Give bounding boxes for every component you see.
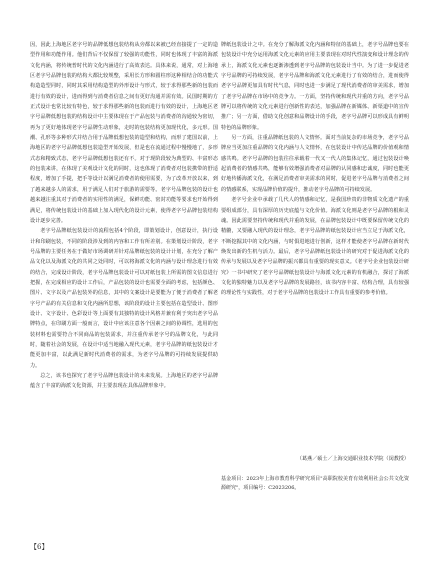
left-text-column xyxy=(30,40,218,545)
page-number: 【6】 xyxy=(30,543,49,551)
right-text-column xyxy=(221,40,409,545)
paragraph: 老字号企业中承载了几代人的情感和记忆，是我国珍贵的非物质文化遗产的重要组成部分，具有深厚的历史底蕴与文化价值。海派文化则是老字号品牌的根和灵魂。因此需要坚持传统和现代并重的发展，在品牌包装设计中既要保留传统文化的精髓，又要融入现代的设计理念，老字号品牌的纸包装设计应当立足于海派文化，不断挖掘其中的文化内涵，与时俱进地进行创新，这样才能使老字号品牌在新时代焕发出新的生机与活力。最后，老字号品牌纸包装设计的研究对于促进海派文化的传承与发展以及老字号品牌的振兴都具有重要的现实意义。《老字号企业包装设计研究》一书中研究了老字号品牌纸包装设计与海派文化元素的有机融合，探讨了海派文化的独特魅力以及老字号品牌的发展路径，该书内容丰富、结构合理，具有较强的理论性与实践性，对于老字号品牌的包装设计工作具有重要的参考价值。 xyxy=(221,197,409,297)
paragraph: 总之，该书也探究了老字号品牌包装设计的未来发展。上海地区的老字号品牌蕴含了丰富的海派文化资源，并主要表现在具体品牌形象中。 xyxy=(30,373,218,390)
paragraph: 牌纸包装设计之中。在充分了解海派文化内涵和特征的基础上，老字号品牌也要在包装设计中充分运用海派文化元素的应用主要表现在对时代性演变和设计理念的传承上，海派文化元素也逐渐渗透到老字号品牌的包装设计当中。为了进一步促进老字号品牌的可持续发展，老字号品牌和海派文化元素进行了有效的结合，进而使得老字号品牌更加具有时代气息，同时也进一步满足了现代消费者的审美需求，增加了老字号品牌在市场中的竞争力。一方面，坚持传统和现代并重的方向，老字号品牌可以将传统的文化元素进行创新性的表达，加强品牌在新媒体、新渠道中的宣传推广；另一方面，借助文化创意和品牌设计的手段，老字号品牌可以形成具有鲜明特色的品牌形象。 xyxy=(221,42,409,131)
paragraph: 另一方面，注重品牌纸包装的人文情怀。面对当前复杂的市场竞争，老字号品牌应当更加注重品牌的文化内涵与人文情怀，在包装设计中传达品牌的价值观和情感共鸣。老字号品牌的包装往往承载着一代又一代人的集体记忆，通过包装设计唤起消费者的情感共鸣，能够有效增强消费者对品牌的认同感和忠诚度，同时也能更好地传播海派文化，在满足消费者审美需求的同时，促进老字号品牌与消费者之间的情感联系，实现品牌价值的提升，推动老字号品牌的可持续发展。 xyxy=(221,135,409,193)
author-affiliation: （葛燕／硕士／上海交通职业技术学院（闵教授） xyxy=(296,456,409,462)
paragraph: 老字号品牌纸包装设计的流程包括4个阶段，即策划设计，创意设计，执行设计和印刷包装，不同的阶段涉及到的内容和工作有所差别。在策划设计阶段，老字号品牌的主要任务在于做好市场调研并针对品牌纸包装的设计计划，在充分了解产品文化以及海派文化的共同之处同时，可以将海派文化的内涵与设计理念进行有效的结合，完成设计阶段，老字号品牌包装设计可以对纸包装上所需的图文信息进行把握，在完成相应的设计工作后，产品包装的设计也需要全面的考虑，包括颜色、图片、文字以及产品包装外的信息，其中的文案设计是要能为了便于消费者了解老字号产品的有关信息和文化内涵所思想，该阶段的设计主要包括在造型设计、图形设计、文字设计、色彩设计等上面要有其独特的设计风格并兼有利于突出老字号品牌特点，在印刷方面一般而言，设计中应该注意各个因素之间的协调性，选用的包装材料也需要符合不同商品的包装需求，并注重传承老字号的品牌文化，与此同时，随着社会的发展，在设计中适当地融入现代元素，老字号品牌的纸包装设计才能更加丰富，以此满足新时代消费者的需求，为老字号品牌的可持续发展提供助力。 xyxy=(30,228,218,369)
funding-note: 基金项目：2023年上海市教育科学研究项目"高职院校美育有效利用社会公共文化资源研究"，项目编号：C2023206。 xyxy=(221,476,409,492)
paragraph: 因，因此上海地区老字号的品牌低想包装结构从旁都以来被已经直接提了一定的造型作用和功能作用。他们背后不仅保留了较强的功能性，同时也体现了丰富的海派文化内涵，将传统普时代的文化内涵进行了高效表达。具体来说，通常，对上海地区老字号品牌包装的结构大都比较规整，采用长方形和圆柱形这种相结合的功能式构造造型同时，同时其采用结构造型的外形设计与形式，较于求得那些新的包装而进行有效的设计，进而得到与消费者信息之间有更好沟通并需有效。民国时期的方正式设计也常比较有特色，较于求得那些新的包装而进行有效的设计，上海地区老字号品牌低想包装的结构设计中主要体现在于产品包装与消费者的沟通较为密切，再为了更好地体现老字号品牌生动形象，走时的包装结构更加现代化，多元形。国潮、孔形等多种形式并结合用于品牌低想包装的造型和结构，而形了建国以前，上海地区的老字号品牌低想包装造型开始发展，但是也在流通过程中慢慢地了，多形式态和精致式态，老字号品牌低想包装还有不。对于现阶段较为典型的、丰富形态的包装来讲，在体现了美观设计文化的同时，这也体现了消费者对包装携带的舒适程度，增加了手提，把手等设计以满足消费者的使用需要，为了改革开放以来，到了越来越多人的需求，用于满足人们对于旅游的需要等。老字号品牌包装的设计也越来越注重其对于消费者的实用性的满足，保鲜功能、密封功能等要求也开始得到满足，将传统包装设计的基础上加入现代化的设计元素，使得老字号品牌包装结构设计逐步完善。 xyxy=(30,42,218,224)
